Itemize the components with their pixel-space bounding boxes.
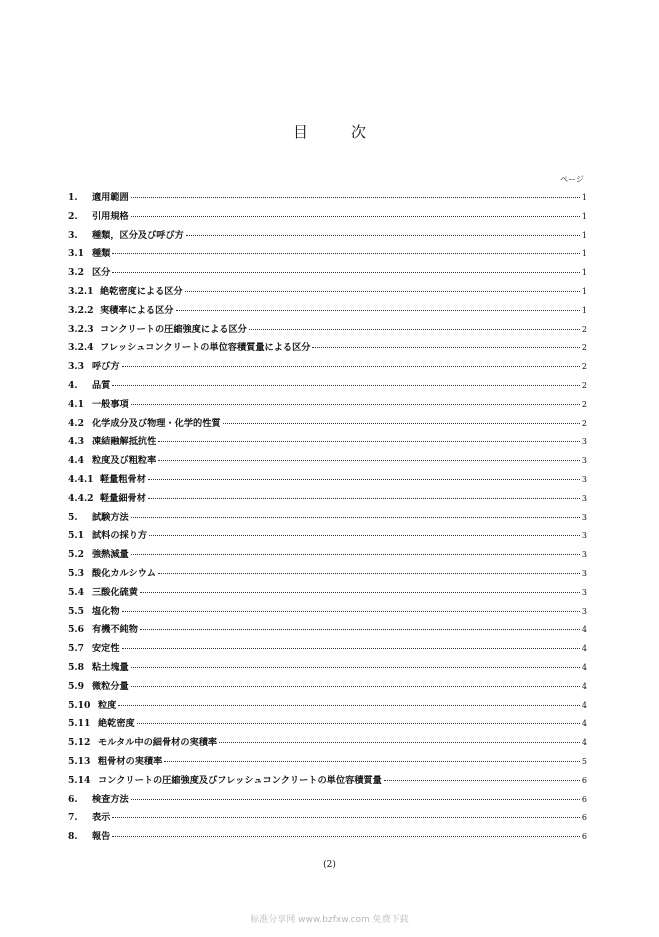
toc-entry-number: 5.3 <box>68 567 84 579</box>
toc-entry-title: 表示 <box>92 812 111 824</box>
toc-entry-number: 5.2 <box>68 549 84 561</box>
toc-entry[interactable] <box>68 264 587 283</box>
toc-entry-number: 5.8 <box>68 661 84 673</box>
toc-entry-page: 1 <box>581 249 587 259</box>
dot-leader <box>148 479 580 480</box>
toc-entry[interactable] <box>68 339 587 358</box>
toc-entry-page: 6 <box>581 775 587 785</box>
toc-entry-number: 5.11 <box>68 718 91 730</box>
dot-leader <box>249 329 580 330</box>
toc-entry-title: 塩化物 <box>92 605 120 617</box>
toc-entry[interactable] <box>68 358 587 377</box>
toc-entry-page: 3 <box>581 531 587 541</box>
dot-leader <box>131 404 580 405</box>
toc-entry-page: 1 <box>581 305 587 315</box>
toc-entry[interactable] <box>68 321 587 340</box>
toc-entry-number: 5.10 <box>68 699 91 711</box>
toc-entry-title: 絶乾密度による区分 <box>100 285 183 297</box>
toc-entry[interactable] <box>68 245 587 264</box>
toc-entry-number: 1. <box>68 192 78 203</box>
toc-entry-title: 化学成分及び物理・化学的性質 <box>92 417 221 429</box>
toc-entry-page: 4 <box>581 738 587 748</box>
toc-entry-title: 安定性 <box>92 643 120 655</box>
toc-entry[interactable] <box>68 603 587 622</box>
toc-entry-page: 1 <box>581 286 587 296</box>
toc-entry-number: 8. <box>68 831 78 843</box>
toc-entry-title: 適用範囲 <box>92 192 129 203</box>
toc-entry-title: 実積率による区分 <box>100 304 174 316</box>
toc-entry-number: 3.2.4 <box>68 342 94 354</box>
dot-leader <box>186 235 580 236</box>
toc-entry[interactable] <box>68 452 587 471</box>
toc-entry-page: 4 <box>581 644 587 654</box>
toc-entry-page: 4 <box>581 719 587 729</box>
toc-entry-number: 5.13 <box>68 755 91 767</box>
dot-leader <box>131 216 580 217</box>
toc-entry-number: 4.1 <box>68 398 84 410</box>
dot-leader <box>131 197 580 198</box>
toc-entry-number: 4.3 <box>68 436 84 448</box>
dot-leader <box>112 836 580 837</box>
toc-entry-number: 7. <box>68 812 78 824</box>
page-title: 目 次 <box>292 123 380 141</box>
toc-entry-title: モルタル中の細骨材の実積率 <box>98 737 218 749</box>
toc-entry-page: 1 <box>581 268 587 278</box>
dot-leader <box>140 592 580 593</box>
dot-leader <box>131 667 580 668</box>
toc-entry-title: 微粒分量 <box>92 680 129 692</box>
toc-entry[interactable] <box>68 433 587 452</box>
dot-leader <box>131 799 580 800</box>
toc-entry-title: 絶乾密度 <box>98 718 135 730</box>
toc-entry[interactable] <box>68 828 587 847</box>
dot-leader <box>185 291 580 292</box>
toc-entry-title: 呼び方 <box>92 361 120 373</box>
toc-entry-number: 3.1 <box>68 248 84 260</box>
toc-entry-page: 3 <box>581 568 587 578</box>
toc-entry-number: 3.2.2 <box>68 304 94 316</box>
toc-entry-number: 4.4.2 <box>68 492 94 504</box>
toc-entry-title: 有機不純物 <box>92 624 138 636</box>
toc-entry-number: 3.3 <box>68 361 84 373</box>
table-of-contents <box>68 189 587 847</box>
toc-entry-page: 6 <box>581 794 587 804</box>
toc-entry[interactable] <box>68 471 587 490</box>
toc-entry[interactable] <box>68 565 587 584</box>
toc-entry-page: 2 <box>581 380 587 390</box>
toc-entry[interactable] <box>68 302 587 321</box>
toc-entry[interactable] <box>68 227 587 246</box>
toc-entry-page: 1 <box>581 230 587 240</box>
toc-entry-title: 粘土塊量 <box>92 661 129 673</box>
toc-entry[interactable] <box>68 621 587 640</box>
toc-entry-title: 強熱減量 <box>92 549 129 561</box>
toc-entry-title: 粒度及び粗粒率 <box>92 455 157 467</box>
toc-entry-number: 4. <box>68 379 78 391</box>
toc-entry-title: 凍結融解抵抗性 <box>92 436 157 448</box>
toc-entry-title: 三酸化硫黄 <box>92 586 138 598</box>
toc-entry-page: 3 <box>581 550 587 560</box>
toc-entry-number: 5.6 <box>68 624 84 636</box>
dot-leader <box>219 742 580 743</box>
toc-entry-page: 3 <box>581 474 587 484</box>
toc-entry[interactable] <box>68 283 587 302</box>
dot-leader <box>149 535 580 536</box>
toc-entry[interactable] <box>68 791 587 810</box>
dot-leader <box>112 817 580 818</box>
toc-entry-title: コンクリートの圧縮強度による区分 <box>100 323 247 335</box>
toc-entry-number: 2. <box>68 210 78 222</box>
dot-leader <box>137 723 580 724</box>
toc-entry[interactable] <box>68 715 587 734</box>
dot-leader <box>131 517 580 518</box>
toc-entry-page: 3 <box>581 512 587 522</box>
dot-leader <box>122 366 580 367</box>
toc-entry-number: 3.2.1 <box>68 285 94 297</box>
toc-entry[interactable] <box>68 396 587 415</box>
toc-entry-title: 粒度 <box>98 699 117 711</box>
toc-entry-page: 4 <box>581 625 587 635</box>
toc-entry-page: 1 <box>581 211 587 221</box>
toc-entry[interactable] <box>68 678 587 697</box>
toc-entry-title: 報告 <box>92 831 111 843</box>
toc-entry-number: 5.14 <box>68 774 91 786</box>
toc-entry[interactable] <box>68 640 587 659</box>
dot-leader <box>158 460 580 461</box>
dot-leader <box>122 648 580 649</box>
dot-leader <box>112 385 580 386</box>
dot-leader <box>118 705 580 706</box>
toc-entry-title: 引用規格 <box>92 210 129 222</box>
dot-leader <box>148 498 580 499</box>
toc-entry-page: 2 <box>581 324 587 334</box>
toc-entry-page: 4 <box>581 681 587 691</box>
toc-entry-title: 種類 <box>92 248 111 260</box>
toc-entry[interactable] <box>68 415 587 434</box>
toc-entry[interactable] <box>68 377 587 396</box>
toc-entry[interactable] <box>68 546 587 565</box>
dot-leader <box>158 573 580 574</box>
toc-entry[interactable] <box>68 527 587 546</box>
dot-leader <box>384 780 580 781</box>
dot-leader <box>158 441 580 442</box>
toc-entry-number: 5. <box>68 511 78 523</box>
toc-entry-page: 2 <box>581 343 587 353</box>
toc-entry-number: 5.1 <box>68 530 84 542</box>
toc-entry-page: 1 <box>581 193 587 202</box>
toc-entry[interactable] <box>68 734 587 753</box>
toc-entry-page: 6 <box>581 813 587 823</box>
toc-entry-number: 5.12 <box>68 737 91 749</box>
toc-entry-number: 3.2.3 <box>68 323 94 335</box>
dot-leader <box>122 611 580 612</box>
toc-entry-number: 6. <box>68 793 78 805</box>
dot-leader <box>131 686 580 687</box>
toc-entry[interactable] <box>68 753 587 772</box>
toc-entry-title: コンクリートの圧縮強度及びフレッシュコンクリートの単位容積質量 <box>98 774 382 786</box>
dot-leader <box>112 272 580 273</box>
toc-entry-number: 5.5 <box>68 605 84 617</box>
dot-leader <box>312 347 579 348</box>
toc-entry-title: 品質 <box>92 379 111 391</box>
toc-entry[interactable] <box>68 208 587 227</box>
toc-entry[interactable] <box>68 697 587 716</box>
toc-entry-page: 2 <box>581 362 587 372</box>
toc-entry-number: 3.2 <box>68 267 84 279</box>
toc-entry-page: 3 <box>581 587 587 597</box>
toc-entry[interactable] <box>68 490 587 509</box>
toc-entry[interactable] <box>68 509 587 528</box>
toc-entry-title: 区分 <box>92 267 111 279</box>
dot-leader <box>131 554 580 555</box>
toc-entry-page: 3 <box>581 606 587 616</box>
toc-entry-title: 酸化カルシウム <box>92 567 156 579</box>
watermark-text: 标准分享网 www.bzfxw.com 免费下载 <box>250 915 409 925</box>
toc-entry-page: 3 <box>581 456 587 466</box>
toc-entry-title: 種類，区分及び呼び方 <box>92 229 184 241</box>
toc-entry-page: 2 <box>581 399 587 409</box>
toc-entry[interactable] <box>68 809 587 828</box>
page-column-label: ページ <box>560 175 584 184</box>
toc-entry-page: 3 <box>581 437 587 447</box>
toc-entry[interactable] <box>68 659 587 678</box>
toc-entry-number: 4.4 <box>68 455 84 467</box>
toc-entry-number: 4.4.1 <box>68 473 94 485</box>
dot-leader <box>176 310 580 311</box>
toc-entry-number: 4.2 <box>68 417 84 429</box>
toc-entry-page: 2 <box>581 418 587 428</box>
toc-entry-title: 粗骨材の実積率 <box>98 755 163 767</box>
dot-leader <box>223 423 580 424</box>
dot-leader <box>140 629 580 630</box>
toc-entry-number: 5.4 <box>68 586 84 598</box>
toc-entry-page: 6 <box>581 832 587 842</box>
toc-entry-page: 3 <box>581 493 587 503</box>
dot-leader <box>112 253 580 254</box>
toc-entry-title: 試験方法 <box>92 511 129 523</box>
toc-entry[interactable] <box>68 584 587 603</box>
toc-entry-title: フレッシュコンクリートの単位容積質量による区分 <box>100 342 311 354</box>
toc-entry-number: 5.7 <box>68 643 84 655</box>
toc-entry-page: 4 <box>581 700 587 710</box>
toc-entry-title: 軽量細骨材 <box>100 492 146 504</box>
toc-entry[interactable] <box>68 189 587 208</box>
toc-entry-number: 5.9 <box>68 680 84 692</box>
toc-entry-page: 4 <box>581 662 587 672</box>
footer-page-number: (2) <box>323 860 336 870</box>
toc-entry-title: 軽量粗骨材 <box>100 473 146 485</box>
dot-leader <box>164 761 580 762</box>
toc-entry-title: 検査方法 <box>92 793 129 805</box>
toc-entry-title: 試料の採り方 <box>92 530 148 542</box>
toc-entry-page: 5 <box>581 756 587 766</box>
toc-entry-number: 3. <box>68 229 78 241</box>
toc-entry[interactable] <box>68 772 587 791</box>
toc-entry-title: 一般事項 <box>92 398 129 410</box>
